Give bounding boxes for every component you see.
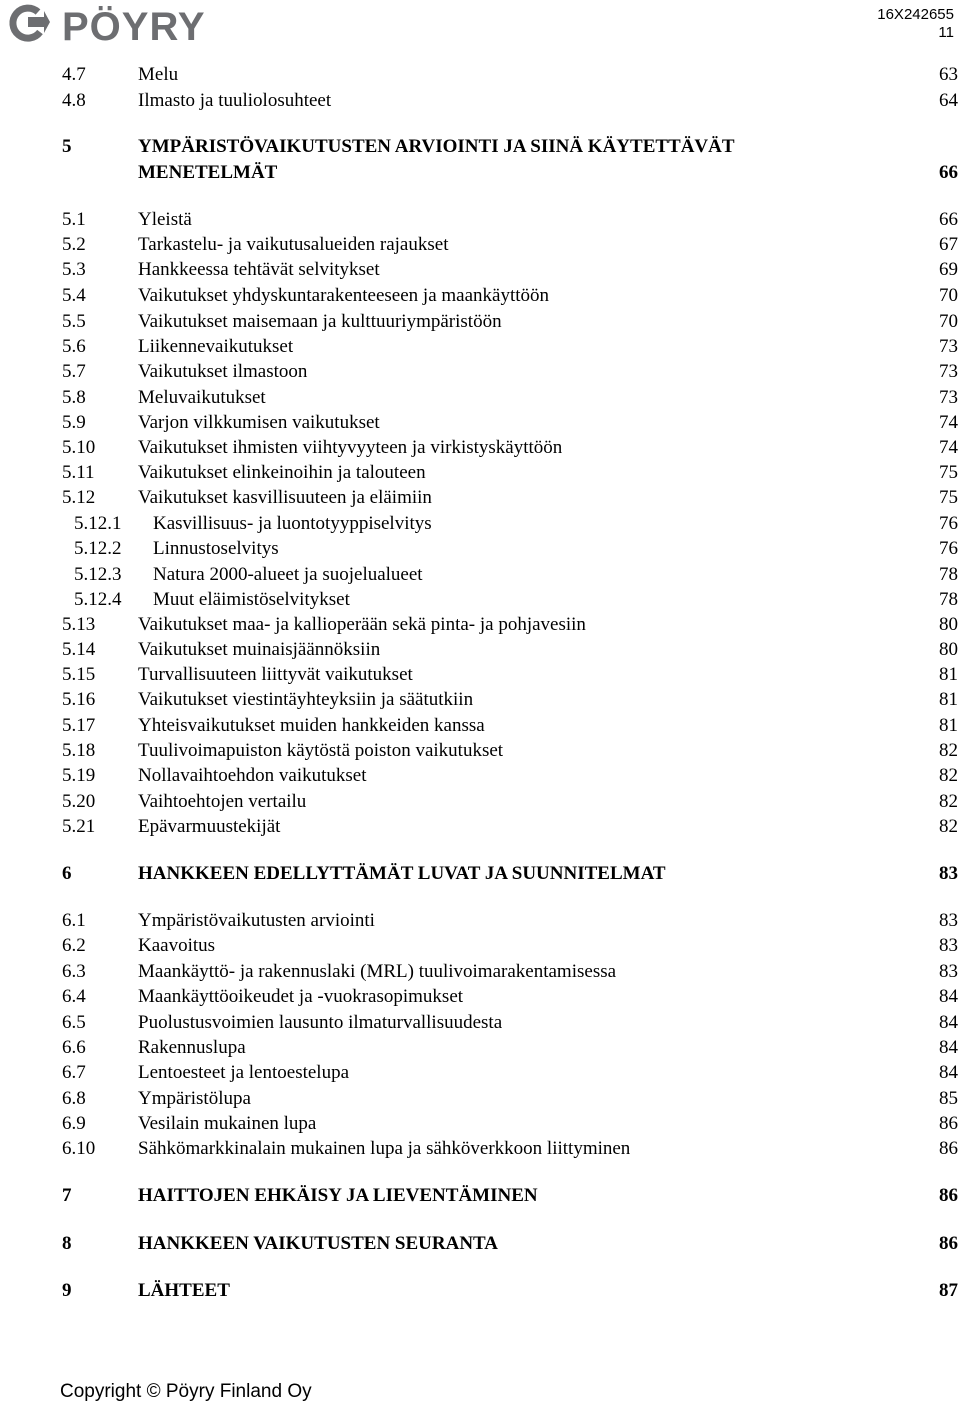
toc-title: Vaikutukset maa- ja kallioperään sekä pinta- ja pohjavesiin <box>138 614 586 635</box>
toc-page-number: 69 <box>939 259 958 280</box>
toc-title: Ympäristölupa <box>138 1088 251 1109</box>
toc-title: Rakennuslupa <box>138 1037 246 1058</box>
toc-number: 8 <box>62 1233 72 1254</box>
toc-entry[interactable] <box>62 385 958 411</box>
toc-page-number: 70 <box>939 285 958 306</box>
toc-number: 4.8 <box>62 90 86 111</box>
toc-page-number: 78 <box>939 564 958 585</box>
toc-title: Yleistä <box>138 209 192 230</box>
toc-number: 5 <box>62 136 72 157</box>
toc-entry[interactable] <box>62 309 958 335</box>
logo-text: PÖYRY <box>62 5 206 46</box>
toc-title: YMPÄRISTÖVAIKUTUSTEN ARVIOINTI JA SIINÄ KÄYTETTÄVÄT <box>138 136 735 157</box>
toc-number: 6.2 <box>62 935 86 956</box>
toc-page-number: 83 <box>939 935 958 956</box>
toc-number: 5.12.4 <box>74 589 122 610</box>
toc-page-number: 75 <box>939 487 958 508</box>
toc-page-number: 86 <box>939 1185 958 1206</box>
toc-chapter-row[interactable] <box>62 1183 958 1209</box>
toc-page-number: 85 <box>939 1088 958 1109</box>
toc-title: Turvallisuuteen liittyvät vaikutukset <box>138 664 413 685</box>
toc-entry[interactable] <box>62 1111 958 1137</box>
toc-page-number: 84 <box>939 1037 958 1058</box>
toc-page-number: 86 <box>939 1113 958 1134</box>
toc-chapter-row[interactable] <box>62 160 958 186</box>
toc-page-number: 76 <box>939 538 958 559</box>
page-number: 11 <box>938 24 954 41</box>
toc-number: 6.5 <box>62 1012 86 1033</box>
toc-entry[interactable] <box>62 1060 958 1086</box>
toc-entry[interactable] <box>62 562 958 588</box>
toc-page-number: 84 <box>939 1062 958 1083</box>
toc-page-number: 86 <box>939 1233 958 1254</box>
toc-entry[interactable] <box>62 207 958 233</box>
toc-chapter-row[interactable] <box>62 861 958 887</box>
toc-entry[interactable] <box>62 738 958 764</box>
toc-entry[interactable] <box>62 687 958 713</box>
toc-entry[interactable] <box>62 1086 958 1112</box>
toc-number: 5.17 <box>62 715 96 736</box>
toc-title: Puolustusvoimien lausunto ilmaturvallisuudesta <box>138 1012 503 1033</box>
toc-entry[interactable] <box>62 62 958 88</box>
toc-entry[interactable] <box>62 662 958 688</box>
toc-page-number: 67 <box>939 234 958 255</box>
toc-page-number: 84 <box>939 986 958 1007</box>
toc-entry[interactable] <box>62 1136 958 1162</box>
toc-entry[interactable] <box>62 984 958 1010</box>
toc-title: HAITTOJEN EHKÄISY JA LIEVENTÄMINEN <box>138 1185 538 1206</box>
toc-title: Lentoesteet ja lentoestelupa <box>138 1062 350 1083</box>
toc-page-number: 81 <box>939 715 958 736</box>
toc-entry[interactable] <box>62 814 958 840</box>
toc-number: 5.16 <box>62 689 96 710</box>
toc-number: 6.7 <box>62 1062 86 1083</box>
toc-entry[interactable] <box>62 232 958 258</box>
toc-page-number: 70 <box>939 311 958 332</box>
toc-entry[interactable] <box>62 536 958 562</box>
toc-page-number: 78 <box>939 589 958 610</box>
toc-page-number: 63 <box>939 64 958 85</box>
toc-page-number: 76 <box>939 513 958 534</box>
toc-number: 6.1 <box>62 910 86 931</box>
toc-entry[interactable] <box>62 763 958 789</box>
toc-title: Nollavaihtoehdon vaikutukset <box>138 765 367 786</box>
toc-page-number: 80 <box>939 639 958 660</box>
toc-page-number: 66 <box>939 162 958 183</box>
toc-page-number: 74 <box>939 412 958 433</box>
toc-number: 5.20 <box>62 791 96 812</box>
toc-entry[interactable] <box>62 933 958 959</box>
toc-page-number: 73 <box>939 336 958 357</box>
toc-title: Vaihtoehtojen vertailu <box>138 791 307 812</box>
toc-number: 6.8 <box>62 1088 86 1109</box>
toc-page-number: 81 <box>939 689 958 710</box>
toc-page-number: 82 <box>939 791 958 812</box>
toc-page-number: 83 <box>939 961 958 982</box>
toc-title: Ilmasto ja tuuliolosuhteet <box>138 90 332 111</box>
toc-number: 5.14 <box>62 639 96 660</box>
table-of-contents <box>62 0 958 1340</box>
toc-page-number: 82 <box>939 740 958 761</box>
toc-title: Vaikutukset ilmastoon <box>138 361 308 382</box>
toc-number: 9 <box>62 1280 72 1301</box>
toc-number: 5.1 <box>62 209 86 230</box>
toc-page-number: 64 <box>939 90 958 111</box>
toc-entry[interactable] <box>62 283 958 309</box>
toc-entry[interactable] <box>62 1010 958 1036</box>
toc-title: Ympäristövaikutusten arviointi <box>138 910 375 931</box>
toc-entry[interactable] <box>62 410 958 436</box>
toc-number: 6.6 <box>62 1037 86 1058</box>
toc-number: 5.15 <box>62 664 96 685</box>
toc-title: Maankäyttö- ja rakennuslaki (MRL) tuulivoimarakentamisessa <box>138 961 617 982</box>
toc-number: 5.5 <box>62 311 86 332</box>
toc-entry[interactable] <box>62 959 958 985</box>
toc-entry[interactable] <box>62 511 958 537</box>
toc-number: 6.4 <box>62 986 86 1007</box>
toc-page-number: 81 <box>939 664 958 685</box>
toc-entry[interactable] <box>62 908 958 934</box>
toc-title: Kasvillisuus- ja luontotyyppiselvitys <box>153 513 432 534</box>
toc-entry[interactable] <box>62 257 958 283</box>
toc-title: Natura 2000-alueet ja suojelualueet <box>153 564 423 585</box>
toc-page-number: 82 <box>939 816 958 837</box>
toc-number: 6.3 <box>62 961 86 982</box>
toc-title: Yhteisvaikutukset muiden hankkeiden kanssa <box>138 715 485 736</box>
toc-title: Melu <box>138 64 179 85</box>
toc-title: Meluvaikutukset <box>138 387 266 408</box>
toc-title: Muut eläimistöselvitykset <box>153 589 350 610</box>
toc-page-number: 83 <box>939 863 958 884</box>
copyright-footer: Copyright © Pöyry Finland Oy <box>60 1381 312 1402</box>
toc-number: 5.12.2 <box>74 538 122 559</box>
toc-title: Vaikutukset kasvillisuuteen ja eläimiin <box>138 487 432 508</box>
toc-entry[interactable] <box>62 435 958 461</box>
toc-title: Epävarmuustekijät <box>138 816 281 837</box>
toc-number: 6.10 <box>62 1138 96 1159</box>
toc-title: Varjon vilkkumisen vaikutukset <box>138 412 380 433</box>
toc-number: 5.18 <box>62 740 96 761</box>
toc-number: 5.2 <box>62 234 86 255</box>
toc-number: 5.19 <box>62 765 96 786</box>
toc-number: 5.9 <box>62 412 86 433</box>
toc-title: Vaikutukset ihmisten viihtyvyyteen ja virkistyskäyttöön <box>138 437 563 458</box>
toc-page-number: 87 <box>939 1280 958 1301</box>
toc-number: 6.9 <box>62 1113 86 1134</box>
toc-chapter-row[interactable] <box>62 1278 958 1304</box>
toc-number: 4.7 <box>62 64 86 85</box>
toc-page-number: 82 <box>939 765 958 786</box>
toc-title: Vaikutukset viestintäyhteyksiin ja säätutkiin <box>138 689 474 710</box>
toc-number: 5.4 <box>62 285 86 306</box>
toc-number: 5.21 <box>62 816 96 837</box>
toc-number: 5.12.1 <box>74 513 122 534</box>
toc-page-number: 66 <box>939 209 958 230</box>
toc-number: 5.7 <box>62 361 86 382</box>
document-id: 16X242655 <box>877 6 954 23</box>
toc-title: Maankäyttöoikeudet ja -vuokrasopimukset <box>138 986 464 1007</box>
toc-entry[interactable] <box>62 587 958 613</box>
toc-chapter-row[interactable] <box>62 1231 958 1257</box>
toc-entry[interactable] <box>62 460 958 486</box>
toc-entry[interactable] <box>62 612 958 638</box>
toc-number: 5.12.3 <box>74 564 122 585</box>
toc-entry[interactable] <box>62 713 958 739</box>
toc-entry[interactable] <box>62 789 958 815</box>
toc-number: 5.3 <box>62 259 86 280</box>
toc-number: 5.12 <box>62 487 96 508</box>
toc-title: Linnustoselvitys <box>153 538 279 559</box>
toc-title: Kaavoitus <box>138 935 216 956</box>
toc-page-number: 84 <box>939 1012 958 1033</box>
toc-page-number: 73 <box>939 361 958 382</box>
toc-title: Tuulivoimapuiston käytöstä poiston vaikutukset <box>138 740 504 761</box>
toc-entry[interactable] <box>62 359 958 385</box>
toc-number: 7 <box>62 1185 72 1206</box>
toc-title: HANKKEEN VAIKUTUSTEN SEURANTA <box>138 1233 499 1254</box>
toc-entry[interactable] <box>62 637 958 663</box>
toc-title: Vesilain mukainen lupa <box>138 1113 317 1134</box>
toc-title: Vaikutukset yhdyskuntarakenteeseen ja maankäyttöön <box>138 285 550 306</box>
toc-title: MENETELMÄT <box>138 162 278 183</box>
toc-entry[interactable] <box>62 485 958 511</box>
toc-title: Tarkastelu- ja vaikutusalueiden rajaukset <box>138 234 449 255</box>
toc-title: Vaikutukset maisemaan ja kulttuuriympäristöön <box>138 311 502 332</box>
toc-number: 5.8 <box>62 387 86 408</box>
toc-page-number: 75 <box>939 462 958 483</box>
toc-title: Vaikutukset elinkeinoihin ja talouteen <box>138 462 426 483</box>
toc-entry[interactable] <box>62 334 958 360</box>
toc-page-number: 83 <box>939 910 958 931</box>
toc-number: 5.10 <box>62 437 96 458</box>
toc-page-number: 80 <box>939 614 958 635</box>
toc-title: Vaikutukset muinaisjäännöksiin <box>138 639 381 660</box>
toc-number: 5.6 <box>62 336 86 357</box>
toc-title: Sähkömarkkinalain mukainen lupa ja sähköverkkoon liittyminen <box>138 1138 631 1159</box>
toc-number: 5.13 <box>62 614 96 635</box>
toc-title: Hankkeessa tehtävät selvitykset <box>138 259 380 280</box>
toc-title: HANKKEEN EDELLYTTÄMÄT LUVAT JA SUUNNITELMAT <box>138 863 666 884</box>
toc-title: Liikennevaikutukset <box>138 336 294 357</box>
toc-entry[interactable] <box>62 88 958 114</box>
toc-chapter-row[interactable] <box>62 134 958 160</box>
toc-number: 6 <box>62 863 72 884</box>
toc-entry[interactable] <box>62 1035 958 1061</box>
toc-title: LÄHTEET <box>138 1280 230 1301</box>
toc-page-number: 74 <box>939 437 958 458</box>
toc-page-number: 86 <box>939 1138 958 1159</box>
toc-page-number: 73 <box>939 387 958 408</box>
toc-number: 5.11 <box>62 462 95 483</box>
